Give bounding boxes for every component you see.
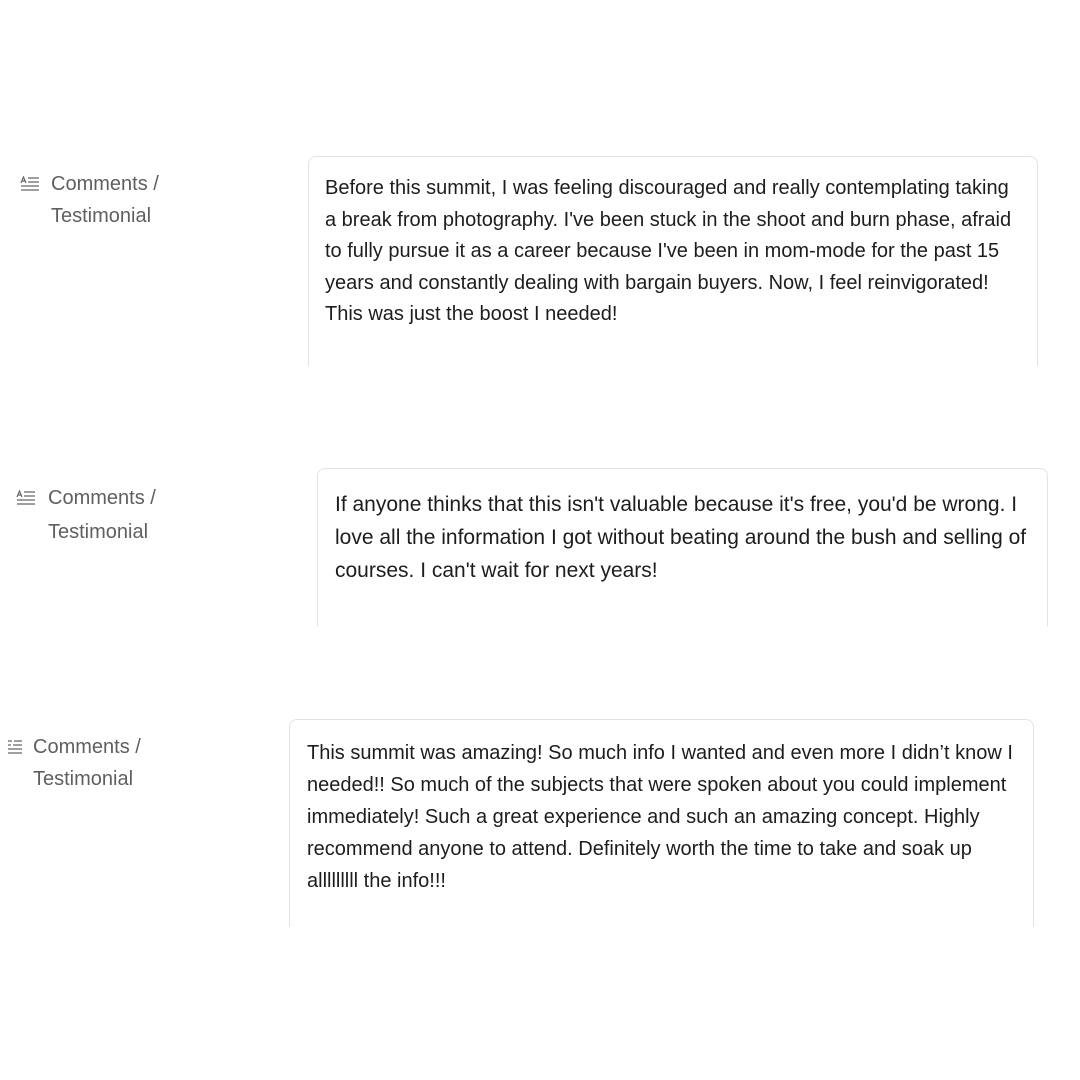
label-line2: Testimonial (33, 768, 134, 790)
label-line2: Testimonial (48, 521, 149, 543)
field-label (20, 168, 159, 232)
field-label (7, 731, 141, 795)
text-field-icon (16, 490, 36, 506)
testimonial-text: This summit was amazing! So much info I wanted and even more I didn’t know I needed!! So much of the subjects that were spoken about you could implement immediately! Such a great experience and such an amazing concept. Highly recommend anyone to attend. Definitely worth the time to take and soak up alllllllll the info!!! (307, 742, 1013, 892)
testimonial-text: If anyone thinks that this isn't valuable because it's free, you'd be wrong. I love all the information I got without beating around the bush and selling of courses. I can't wait for next years! (335, 493, 1027, 582)
label-line1: Comments / (48, 487, 156, 509)
testimonial-field[interactable] (308, 156, 1038, 366)
label-line1: Comments / (33, 736, 141, 758)
field-label (16, 482, 156, 548)
label-line1: Comments / (51, 173, 159, 195)
long-text-icon (7, 739, 23, 755)
testimonial-text: Before this summit, I was feeling discouraged and really contemplating taking a break from photography. I've been stuck in the shoot and burn phase, afraid to fully pursue it as a career because I've been in mom-mode for the past 15 years and constantly dealing with bargain buyers. Now, I feel reinvigorated! This was just the boost I needed! (325, 177, 1012, 325)
label-line2: Testimonial (51, 205, 152, 227)
testimonial-field[interactable] (289, 719, 1034, 927)
text-field-icon (20, 176, 40, 192)
testimonial-field[interactable] (317, 468, 1048, 626)
